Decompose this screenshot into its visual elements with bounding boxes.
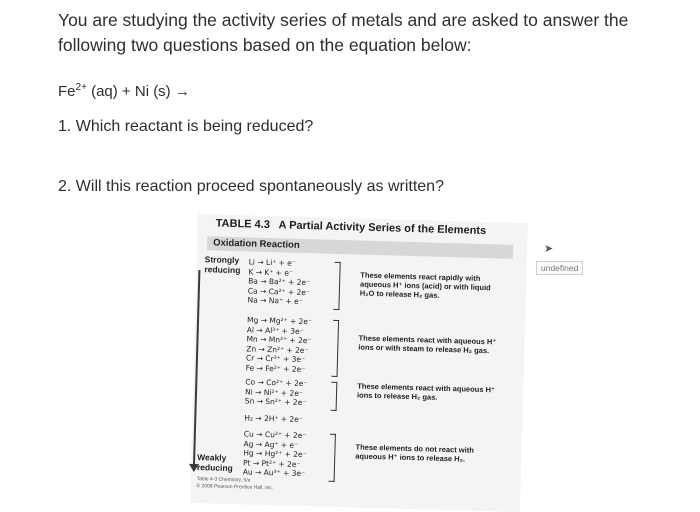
weakly-reducing-label: Weakly reducing	[196, 452, 233, 474]
reaction-row: Cr → Cr³⁺ + 3e⁻	[245, 353, 306, 365]
reaction-row: Mn → Mn²⁺ + 2e⁻	[246, 334, 312, 346]
reaction-row: Fe → Fe²⁺ + 2e⁻	[245, 362, 306, 374]
table-heading: A Partial Activity Series of the Elements	[278, 219, 487, 238]
reaction-row: Na → Na⁺ + e⁻	[247, 295, 303, 306]
table-title	[216, 218, 487, 238]
activity-series-table-image	[190, 214, 528, 512]
group-note: These elements do not react with aqueous H⁺ ions to release H₂.	[355, 442, 474, 464]
group-bracket	[332, 320, 340, 377]
group-bracket	[331, 382, 338, 411]
reducing-strength-arrow	[193, 270, 200, 466]
reaction-row: Li → Li⁺ + e⁻	[248, 257, 296, 268]
reaction-equation	[58, 82, 190, 100]
reaction-row: Cu → Cu²⁺ + 2e⁻	[243, 429, 307, 441]
group-note: These elements react with aqueous H⁺ ions to release H₂ gas.	[356, 381, 496, 402]
reaction-row: Ag → Ag⁺ + e⁻	[243, 438, 299, 450]
reaction-row: K → K⁺ + e⁻	[248, 266, 294, 278]
reaction-row: Al → Al³⁺ + 3e⁻	[246, 324, 304, 336]
reaction-row: Mg → Mg²⁺ + 2e⁻	[246, 315, 313, 327]
equation-charge: 2+	[75, 82, 87, 93]
up-arrow-icon[interactable]: ➤	[544, 243, 554, 255]
equation-rest: (aq) + Ni (s) →	[86, 83, 190, 100]
group-note: These elements react rapidly with aqueous H⁺ ions (acid) or with liquid H₂O to release H₂ gas.	[359, 270, 491, 301]
reaction-row: Sn → Sn²⁺ + 2e⁻	[244, 396, 307, 408]
reaction-row: Pt → Pt²⁺ + 2e⁻	[242, 457, 301, 469]
reaction-row: Co → Co²⁺ + 2e⁻	[245, 377, 308, 389]
reaction-row: Ca → Ca²⁺ + 2e⁻	[247, 285, 311, 297]
group-bracket	[333, 262, 340, 310]
reaction-row: Ba → Ba²⁺ + 2e⁻	[248, 276, 311, 288]
question-1: 1. Which reactant is being reduced?	[58, 118, 314, 135]
reaction-row: H₂ → 2H⁺ + 2e⁻	[244, 413, 303, 425]
question-intro: You are studying the activity series of metals and are asked to answer the following two questions based on the equation below:	[58, 10, 629, 55]
table-footer: Table 4-3 Chemistry, 5/e © 2008 Pearson Prentice Hall, Inc.	[196, 476, 274, 492]
reaction-row: Ni → Ni²⁺ + 2e⁻	[244, 386, 303, 398]
undefined-badge: undefined	[536, 261, 583, 275]
equation-ion: Fe	[58, 83, 76, 100]
group-note: These elements react with aqueous H⁺ ions or with steam to release H₂ gas.	[358, 333, 497, 356]
reaction-row: Zn → Zn²⁺ + 2e⁻	[246, 343, 309, 355]
table-subheader: Oxidation Reaction	[207, 236, 513, 259]
table-label: TABLE 4.3	[215, 217, 271, 232]
strongly-reducing-label: Strongly reducing	[204, 254, 241, 276]
reaction-row: Hg → Hg²⁺ + 2e⁻	[243, 448, 307, 460]
question-2: 2. Will this reaction proceed spontaneously as written?	[58, 178, 444, 195]
group-bracket	[329, 434, 336, 482]
reaction-row: Au → Au³⁺ + 3e⁻	[242, 467, 306, 479]
